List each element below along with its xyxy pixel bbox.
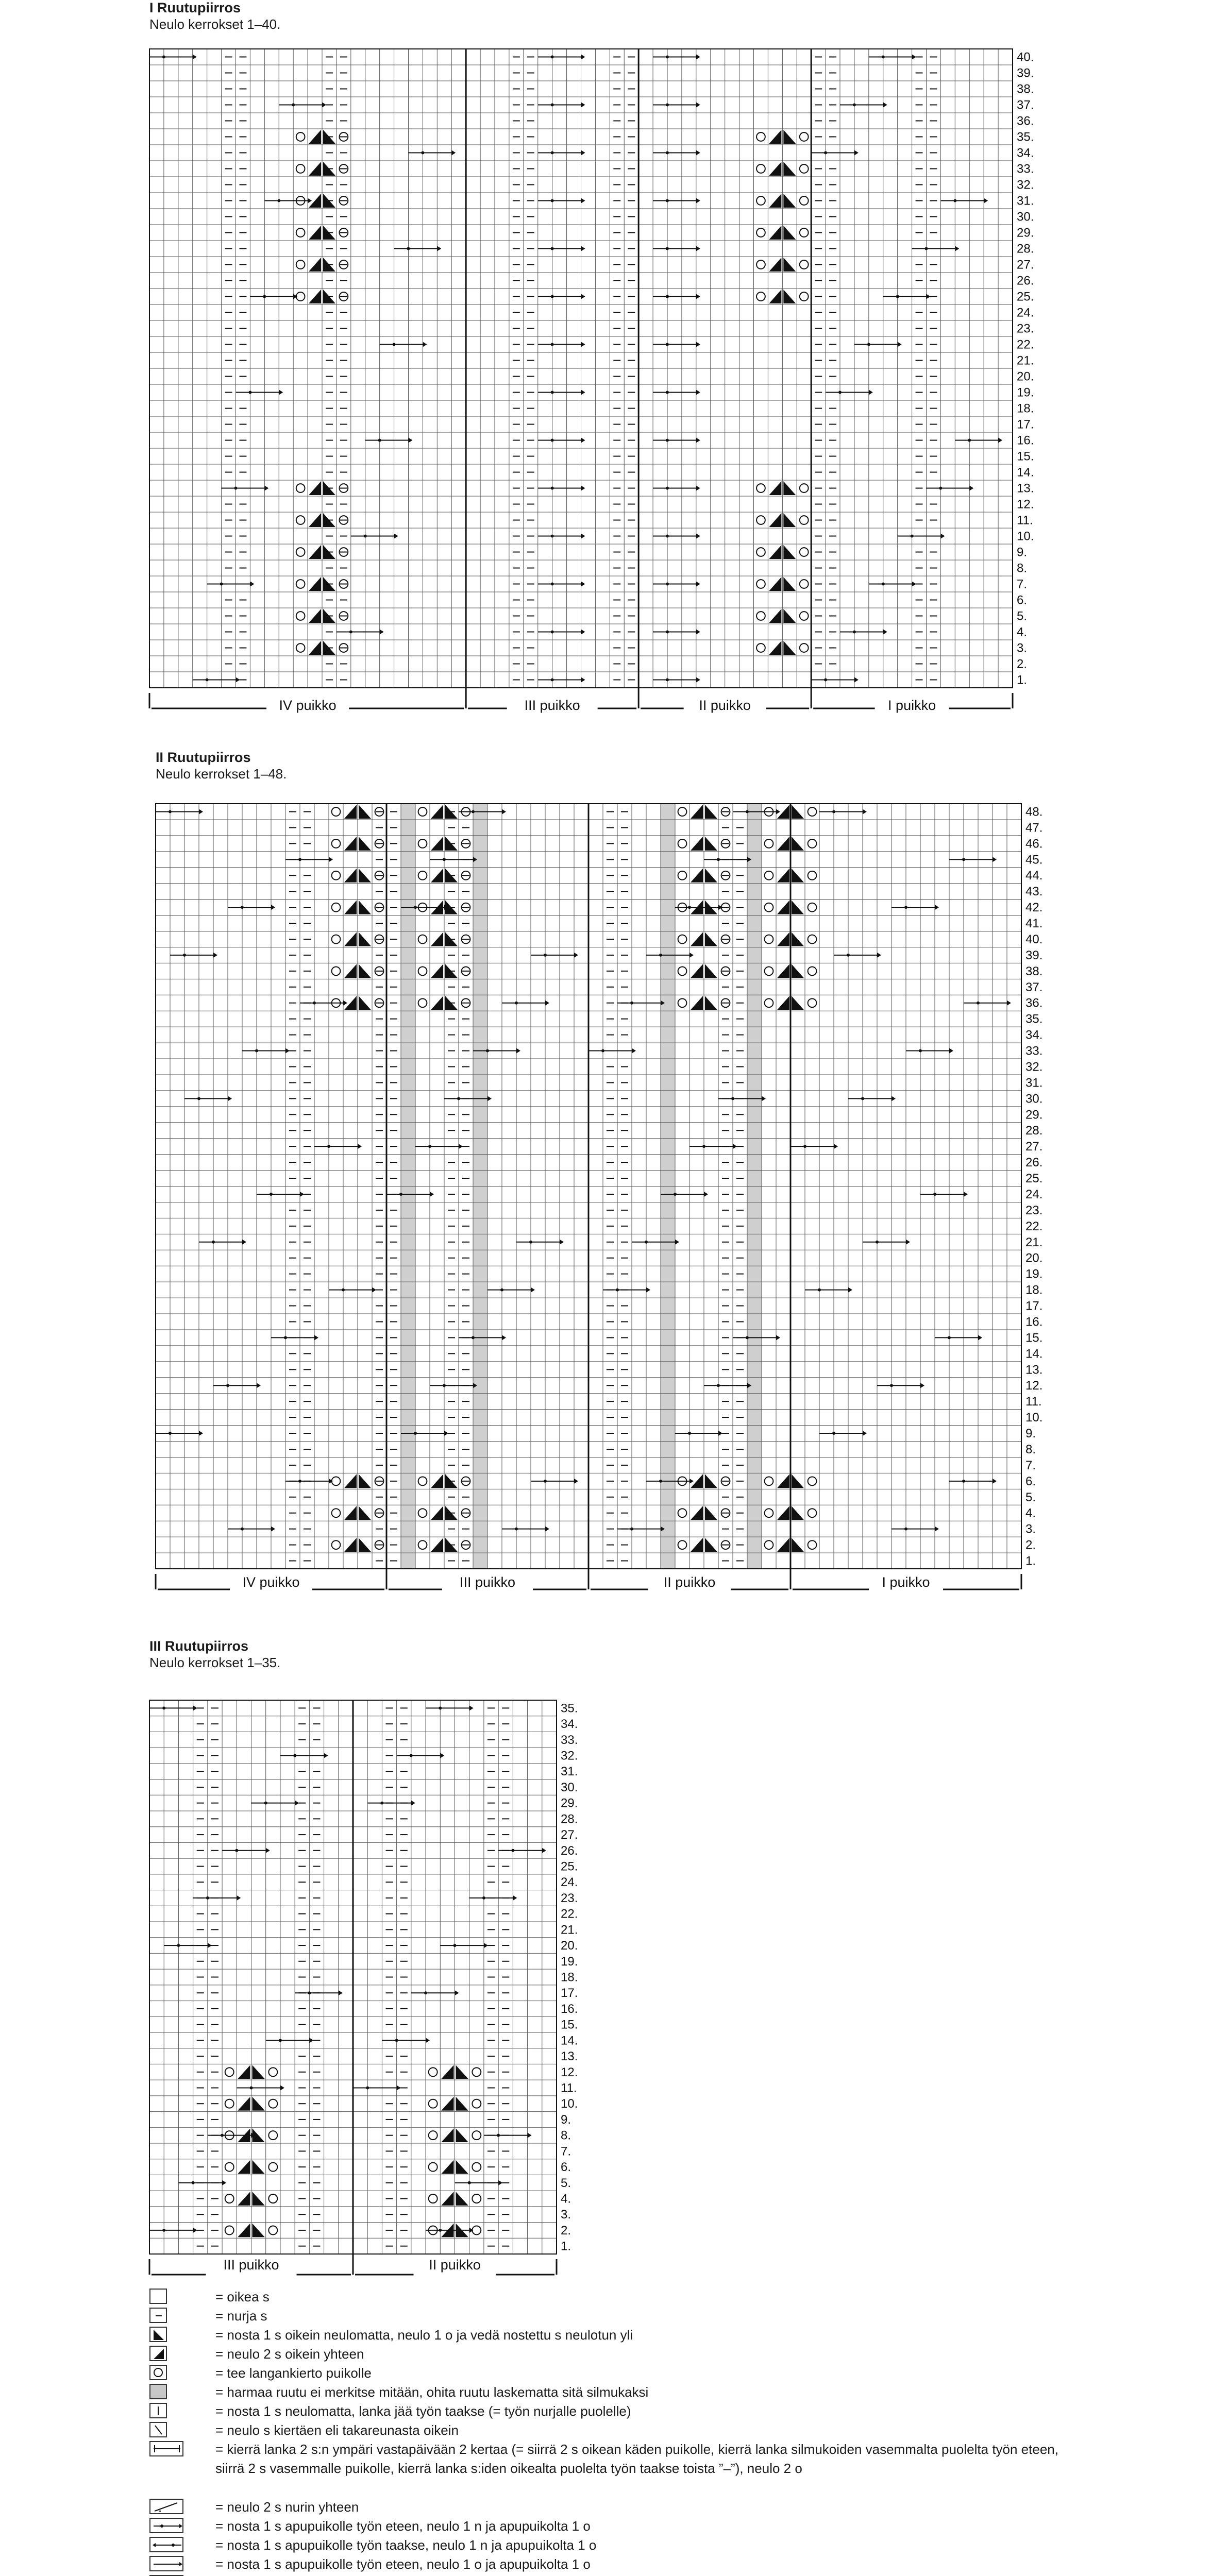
yarnover-symbol [429, 2067, 438, 2076]
cable-arrowhead [324, 1753, 328, 1758]
row-number: 3. [1025, 1522, 1036, 1536]
legend-item: = tee langankierto puikolle [149, 2364, 1025, 2383]
row-number: 12. [1025, 1379, 1043, 1393]
decrease-symbol [253, 2192, 265, 2206]
row-number: 30. [1017, 210, 1034, 224]
row-number: 11. [1025, 1395, 1042, 1409]
decrease-symbol [456, 2128, 468, 2142]
row-number: 40. [1017, 50, 1034, 64]
row-number: 24. [1017, 306, 1034, 320]
row-number: 34. [1025, 1028, 1043, 1042]
row-number: 11. [561, 2081, 577, 2095]
legend-item [149, 2574, 1025, 2576]
row-number: 23. [561, 1891, 578, 1905]
row-number: 14. [561, 2033, 578, 2048]
cable-2-icon [149, 2537, 183, 2552]
chart1-title: I Ruutupiirros [149, 0, 241, 15]
decrease-symbol [238, 2224, 250, 2238]
row-number: 17. [1017, 417, 1034, 432]
row-number: 21. [1017, 353, 1034, 368]
row-number: 33. [1017, 162, 1034, 176]
row-number: 27. [561, 1828, 578, 1842]
decrease-symbol [441, 2065, 453, 2079]
row-number: 20. [1017, 369, 1034, 384]
dash-icon [149, 2308, 167, 2323]
cable-dot [264, 1802, 267, 1805]
decrease-symbol [456, 2097, 468, 2111]
decrease-symbol [456, 2065, 468, 2079]
row-number: 19. [561, 1954, 578, 1969]
row-number: 9. [1017, 545, 1028, 560]
needle-label: I puikko [888, 698, 936, 713]
row-number: 39. [1017, 66, 1034, 80]
row-number: 8. [1025, 1442, 1036, 1456]
cable-arrowhead [295, 1801, 299, 1806]
yarnover-symbol [472, 2067, 481, 2076]
row-number: 15. [1025, 1331, 1043, 1345]
decrease-symbol [456, 2160, 468, 2174]
row-number: 42. [1025, 901, 1043, 915]
row-number: 33. [1025, 1044, 1043, 1058]
row-number: 2. [1025, 1538, 1036, 1552]
legend-item: = nosta 1 s apupuikolle työn eteen, neulo 1 o ja apupuikolta 1 o [149, 2555, 1025, 2574]
row-number: 13. [1025, 1363, 1043, 1377]
cable-arrowhead [222, 2180, 226, 2185]
decrease-symbol [238, 2097, 250, 2111]
row-number: 25. [1017, 290, 1034, 304]
legend-item: = neulo 2 s oikein yhteen [149, 2345, 1025, 2364]
row-number: 29. [561, 1796, 578, 1810]
row-number: 48. [1025, 805, 1043, 819]
legend-item: = nosta 1 s apupuikolle työn taakse, neulo 1 n ja apupuikolta 1 o [149, 2536, 1025, 2555]
row-number: 13. [1017, 481, 1034, 496]
needle-label: I puikko [882, 1574, 930, 1590]
row-number: 2. [1017, 657, 1028, 671]
cable-dot [453, 1944, 457, 1947]
legend-item: = kierrä lanka 2 s:n ympäri vastapäivään 2 kertaa (= siirrä 2 s oikean käden puikolle, kierrä lanka silmukoiden vasemmalta puolelta työn eteen, siirrä 2 s vasemmalle puikolle, kierrä lanka s:iden oikealta puolelta työn taakse toista ”–”), neulo 2 o [149, 2440, 1025, 2498]
chart3-subtitle: Neulo kerrokset 1–35. [149, 1655, 281, 1670]
row-number: 4. [1025, 1506, 1036, 1520]
cable-dot [235, 1849, 238, 1852]
cable-dot [162, 1706, 165, 1709]
cable-dot [511, 1849, 514, 1852]
row-number: 7. [1025, 1458, 1036, 1472]
row-number: 6. [1025, 1474, 1036, 1488]
yarnover-symbol [225, 2099, 234, 2108]
row-number: 19. [1025, 1267, 1043, 1281]
legend-item: = neulo 2 s nurin yhteen [149, 2498, 1025, 2517]
yarnover-symbol [268, 2099, 277, 2108]
cable-3-icon [149, 2556, 183, 2571]
decrease-symbol [253, 2097, 265, 2111]
row-number: 12. [1017, 497, 1034, 512]
cable-dot [279, 2039, 282, 2042]
yarnover-symbol [225, 2067, 234, 2076]
decrease-symbol [441, 2192, 453, 2206]
yarnover-symbol [472, 2131, 481, 2140]
row-number: 30. [1025, 1092, 1043, 1106]
yarnover-symbol [472, 2226, 481, 2234]
row-number: 46. [1025, 837, 1043, 851]
chart3-title: III Ruutupiirros [149, 1638, 248, 1654]
chart2-title: II Ruutupiirros [156, 750, 251, 765]
row-number: 16. [1017, 433, 1034, 448]
row-number: 31. [1025, 1076, 1043, 1090]
row-number: 10. [561, 2097, 578, 2111]
yarnover-symbol [225, 2194, 234, 2203]
needle-label: II puikko [429, 2257, 481, 2273]
cable-arrowhead [266, 1848, 270, 1853]
row-number: 3. [1017, 641, 1028, 655]
row-number: 36. [1017, 114, 1034, 128]
cable-dot [192, 2181, 195, 2184]
needle-label: II puikko [663, 1574, 716, 1590]
row-number: 7. [561, 2144, 571, 2159]
row-number: 23. [1025, 1203, 1043, 1217]
legend-item: = oikea s [149, 2287, 1025, 2307]
row-number: 5. [561, 2176, 571, 2190]
legend-item: = harmaa ruutu ei merkitse mitään, ohita ruutu laskematta sitä silmukaksi [149, 2383, 1025, 2402]
decrease-symbol [456, 2192, 468, 2206]
grey-square-icon [149, 2384, 167, 2399]
row-number: 16. [561, 2002, 578, 2016]
yarnover-symbol [472, 2194, 481, 2203]
cable-dot [177, 1944, 180, 1947]
row-number: 5. [1025, 1490, 1036, 1504]
decrease-symbol [253, 2160, 265, 2174]
row-number: 40. [1025, 932, 1043, 946]
row-number: 20. [561, 1939, 578, 1953]
decrease-symbol [253, 2224, 265, 2238]
cable-dot [439, 1706, 442, 1709]
row-number: 25. [561, 1859, 578, 1874]
row-number: 27. [1017, 258, 1034, 272]
yarnover-symbol [268, 2131, 277, 2140]
empty-square-icon [149, 2289, 167, 2304]
row-number: 6. [1017, 593, 1028, 607]
cable-arrowhead [208, 1943, 212, 1948]
row-number: 20. [1025, 1251, 1043, 1265]
row-number: 21. [1025, 1235, 1043, 1249]
row-number: 32. [1017, 178, 1034, 192]
cable-arrowhead [528, 2133, 532, 2138]
needle-label: IV puikko [279, 698, 337, 713]
row-number: 8. [1017, 561, 1028, 575]
row-number: 26. [1025, 1156, 1043, 1170]
row-number: 28. [561, 1812, 578, 1826]
row-number: 1. [1017, 673, 1028, 687]
needle-label: IV puikko [242, 1574, 300, 1590]
cable-dot [468, 2181, 471, 2184]
wrap-icon [149, 2441, 183, 2456]
row-number: 5. [1017, 609, 1028, 623]
row-number: 22. [561, 1907, 578, 1921]
row-number: 32. [561, 1749, 578, 1763]
decrease-symbol [238, 2192, 250, 2206]
cable-dot [293, 1754, 296, 1757]
yarnover-symbol [429, 2163, 438, 2172]
cable-arrowhead [484, 1943, 488, 1948]
row-number: 24. [561, 1875, 578, 1890]
cable-arrowhead [309, 2038, 313, 2043]
row-number: 3. [561, 2208, 571, 2222]
row-number: 44. [1025, 869, 1043, 883]
row-number: 39. [1025, 948, 1043, 962]
purl-dec-icon [149, 2499, 183, 2514]
cable-dot [410, 1754, 413, 1757]
row-number: 11. [1017, 513, 1033, 528]
row-number: 4. [1017, 625, 1028, 639]
row-number: 22. [1017, 337, 1034, 352]
row-number: 15. [561, 2018, 578, 2032]
row-number: 43. [1025, 885, 1043, 899]
row-number: 35. [1017, 130, 1034, 144]
decrease-symbol [238, 2065, 250, 2079]
row-number: 26. [1017, 274, 1034, 288]
cable-dot [439, 2229, 442, 2232]
row-number: 18. [1017, 401, 1034, 416]
legend-item: = nosta 1 s oikein neulomatta, neulo 1 o ja vedä nostettu s neulotun yli [149, 2326, 1025, 2345]
decrease-symbol [441, 2097, 453, 2111]
row-number: 13. [561, 2049, 578, 2064]
legend-item: = nosta 1 s neulomatta, lanka jää työn taakse (= työn nurjalle puolelle) [149, 2402, 1025, 2421]
cable-dot [221, 2134, 224, 2137]
row-number: 35. [1025, 1012, 1043, 1026]
circle-icon [149, 2365, 167, 2380]
cable-dot [162, 2229, 165, 2232]
cable-dot [250, 2087, 253, 2090]
cable-1-icon [149, 2518, 183, 2533]
cable-dot [395, 2039, 398, 2042]
symbol-legend [149, 2287, 1058, 2576]
yarnover-symbol [268, 2067, 277, 2076]
chart2-subtitle: Neulo kerrokset 1–48. [156, 766, 287, 782]
yarnover-symbol [429, 2131, 438, 2140]
cable-dot [366, 2087, 369, 2090]
cable-arrowhead [193, 1705, 197, 1710]
backslash-icon [149, 2422, 167, 2437]
yarnover-symbol [225, 2163, 234, 2172]
row-number: 45. [1025, 853, 1043, 867]
row-number: 14. [1017, 465, 1034, 480]
cable-arrowhead [498, 2180, 502, 2185]
row-number: 31. [561, 1765, 578, 1779]
row-number: 47. [1025, 821, 1043, 835]
cable-arrowhead [426, 2038, 430, 2043]
cable-arrowhead [280, 2086, 284, 2091]
row-number: 1. [1025, 1554, 1036, 1568]
cable-dot [497, 2134, 500, 2137]
cable-arrowhead [513, 1895, 517, 1901]
legend-item: = nosta 1 s apupuikolle työn eteen, neulo 1 n ja apupuikolta 1 o [149, 2517, 1025, 2536]
row-number: 27. [1025, 1140, 1043, 1154]
row-number: 26. [561, 1843, 578, 1858]
row-number: 32. [1025, 1060, 1043, 1074]
row-number: 35. [561, 1701, 578, 1716]
decrease-symbol [253, 2065, 265, 2079]
row-number: 19. [1017, 385, 1034, 400]
cable-arrowhead [440, 1753, 444, 1758]
row-number: 4. [561, 2192, 571, 2206]
cable-arrowhead [411, 1801, 415, 1806]
row-number: 36. [1025, 996, 1043, 1010]
right-triangle-icon [149, 2346, 167, 2361]
row-number: 34. [561, 1717, 578, 1732]
row-number: 29. [1025, 1108, 1043, 1122]
row-number: 7. [1017, 577, 1028, 591]
row-number: 9. [1025, 1427, 1036, 1441]
decrease-symbol [441, 2128, 453, 2142]
row-number: 8. [561, 2128, 571, 2143]
row-number: 10. [1017, 529, 1034, 544]
row-number: 14. [1025, 1347, 1043, 1361]
yarnover-symbol [268, 2163, 277, 2172]
yarnover-symbol [472, 2163, 481, 2172]
row-number: 9. [561, 2112, 571, 2127]
row-number: 15. [1017, 449, 1034, 464]
decrease-symbol [441, 2160, 453, 2174]
cable-arrowhead [455, 1990, 459, 1995]
cable-dot [482, 1896, 485, 1900]
row-number: 17. [561, 1986, 578, 2001]
row-number: 37. [1017, 98, 1034, 112]
row-number: 1. [561, 2239, 571, 2253]
row-number: 18. [1025, 1283, 1043, 1297]
yarnover-symbol [429, 2099, 438, 2108]
legend-item: = neulo s kiertäen eli takareunasta oikein [149, 2421, 1025, 2440]
cable-dot [308, 1991, 311, 1994]
yarnover-symbol [268, 2194, 277, 2203]
row-number: 12. [561, 2065, 578, 2079]
row-number: 2. [561, 2223, 571, 2238]
cable-arrowhead [542, 1848, 546, 1853]
row-number: 33. [561, 1733, 578, 1747]
row-number: 21. [561, 1923, 578, 1937]
row-number: 31. [1017, 194, 1034, 208]
left-triangle-icon [149, 2327, 167, 2342]
row-number: 6. [561, 2160, 571, 2175]
yarnover-symbol [472, 2099, 481, 2108]
row-number: 10. [1025, 1411, 1043, 1425]
cable-arrowhead [469, 1705, 474, 1710]
row-number: 41. [1025, 917, 1043, 931]
needle-label: II puikko [699, 698, 751, 713]
cable-dot [424, 1991, 427, 1994]
needle-label: III puikko [459, 1574, 516, 1590]
cable-arrowhead [397, 2086, 401, 2091]
row-number: 38. [1017, 82, 1034, 96]
chart1-subtitle: Neulo kerrokset 1–40. [149, 16, 281, 32]
needle-label: III puikko [223, 2257, 279, 2273]
row-number: 24. [1025, 1187, 1043, 1201]
vertical-bar-icon [149, 2403, 167, 2418]
row-number: 16. [1025, 1315, 1043, 1329]
row-number: 37. [1025, 980, 1043, 994]
cable-dot [206, 1896, 209, 1900]
row-number: 17. [1025, 1299, 1043, 1313]
legend-item: = nurja s [149, 2307, 1025, 2326]
chart3-cells [149, 1700, 557, 2275]
row-number: 34. [1017, 146, 1034, 160]
yarnover-symbol [225, 2226, 234, 2234]
row-number: 29. [1017, 226, 1034, 240]
cable-dot [380, 1802, 383, 1805]
yarnover-symbol [268, 2226, 277, 2234]
row-number: 30. [561, 1780, 578, 1794]
yarnover-symbol [429, 2194, 438, 2203]
decrease-symbol [238, 2160, 250, 2174]
row-number: 18. [561, 1970, 578, 1985]
row-number: 38. [1025, 964, 1043, 978]
cable-arrowhead [193, 2228, 197, 2233]
row-number: 22. [1025, 1219, 1043, 1233]
row-number: 28. [1025, 1124, 1043, 1138]
cable-arrowhead [237, 1895, 241, 1901]
needle-label: III puikko [524, 698, 580, 713]
row-number: 25. [1025, 1172, 1043, 1186]
cable-arrowhead [339, 1990, 343, 1995]
row-number: 23. [1017, 321, 1034, 336]
row-number: 28. [1017, 242, 1034, 256]
